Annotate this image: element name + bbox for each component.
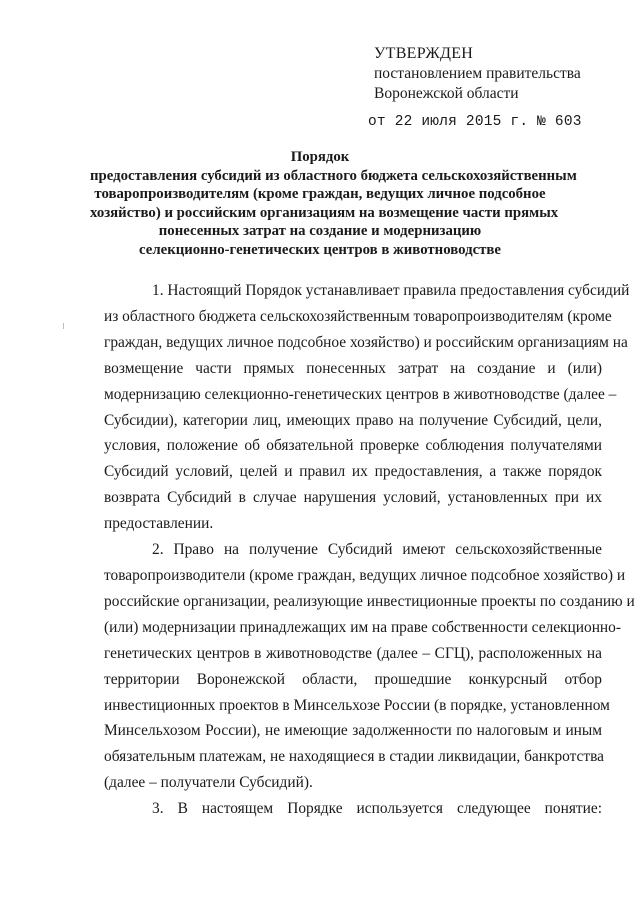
paragraph-line: возврата Субсидий в случае нарушения условий, установленных при их — [104, 489, 602, 507]
paragraph-line: 2. Право на получение Субсидий имеют сельскохозяйственные — [152, 541, 602, 559]
approval-date: от 22 июля 2015 г. № 603 — [368, 114, 582, 130]
paragraph-line: (или) модернизации принадлежащих им на праве собственности селекционно- — [104, 618, 621, 636]
paragraph-line: 3. В настоящем Порядке используется следующее понятие: — [152, 800, 602, 818]
paragraph-line: (далее – получатели Субсидий). — [104, 774, 313, 792]
paragraph-line: 1. Настоящий Порядок устанавливает правила предоставления субсидий — [152, 282, 630, 299]
paragraph-line: из областного бюджета сельскохозяйственным товаропроизводителям (кроме — [104, 307, 612, 325]
heading-line: понесенных затрат на создание и модернизацию — [158, 223, 482, 239]
approval-line-1: постановлением правительства — [374, 65, 581, 82]
paragraph-line: Субсидии), категории лиц, имеющих право на получение Субсидий, цели, — [104, 411, 602, 429]
heading-title: Порядок — [290, 149, 350, 165]
paragraph-line: территории Воронежской области, прошедшие конкурсный отбор — [104, 670, 602, 688]
paragraph-1 — [104, 278, 630, 537]
paragraph-line: генетических центров в животноводстве (далее – СГЦ), расположенных на — [104, 644, 602, 662]
heading-line: товаропроизводителям (кроме граждан, ведущих личное подсобное — [94, 186, 546, 202]
paragraph-line: обязательным платежам, не находящиеся в стадии ликвидации, банкротства — [104, 748, 605, 766]
document-body — [104, 278, 635, 822]
paragraph-line: инвестиционных проектов в Минсельхозе России (в порядке, установленном — [104, 696, 610, 714]
approval-title: УТВЕРЖДЕН — [374, 45, 474, 62]
paragraph-3 — [104, 796, 602, 822]
paragraph-line: предоставлении. — [104, 515, 214, 533]
paragraph-line: условия, положение об обязательной проверке соблюдения получателями — [104, 437, 602, 455]
paragraph-line: российские организации, реализующие инвестиционные проекты по созданию и — [104, 592, 635, 610]
document-heading — [90, 148, 577, 259]
paragraph-2 — [104, 537, 635, 796]
paragraph-line: Субсидий условий, целей и правил их предоставления, а также порядок — [104, 463, 602, 481]
paragraph-line: возмещение части прямых понесенных затрат на создание и (или) — [104, 359, 602, 377]
heading-line: предоставления субсидий из областного бюджета сельскохозяйственным — [90, 167, 577, 184]
heading-line: селекционно-генетических центров в животноводстве — [139, 241, 501, 258]
paragraph-line: модернизацию селекционно-генетических центров в животноводстве (далее – — [104, 385, 617, 403]
heading-line: хозяйство) и российским организациям на возмещение части прямых — [90, 204, 559, 221]
paragraph-line: товаропроизводители (кроме граждан, ведущих личное подсобное хозяйство) и — [104, 566, 626, 584]
approval-line-2: Воронежской области — [374, 85, 519, 102]
scan-margin-mark — [63, 323, 64, 329]
approval-stamp — [368, 44, 624, 132]
paragraph-line: граждан, ведущих личное подсобное хозяйство) и российским организациям на — [104, 333, 628, 351]
paragraph-line: Минсельхозом России), не имеющие задолженности по налоговым и иным — [104, 722, 602, 740]
